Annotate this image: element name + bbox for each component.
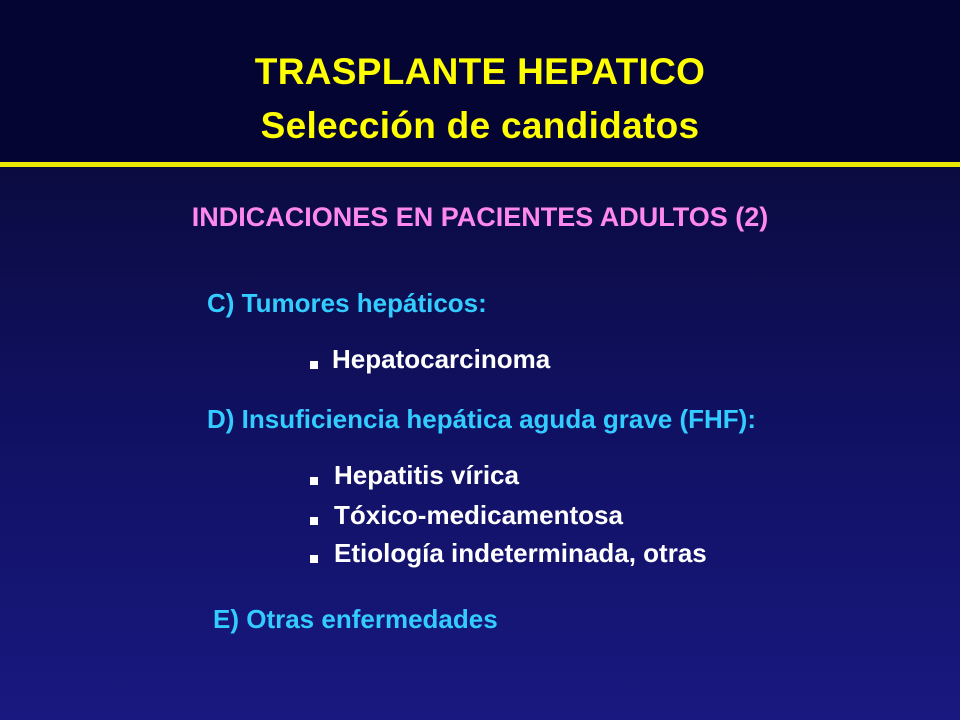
list-item-label: Hepatitis vírica (334, 460, 519, 490)
list-item-hepatocarcinoma (310, 344, 550, 374)
section-heading-tumores: C) Tumores hepáticos: (207, 288, 487, 318)
section-heading-insuficiencia: D) Insuficiencia hepática aguda grave (FHF): (207, 404, 756, 434)
list-item-toxico (310, 500, 623, 530)
slide-subtitle: INDICACIONES EN PACIENTES ADULTOS (2) (191, 202, 769, 232)
slide-title: TRASPLANTE HEPATICO (254, 51, 706, 92)
list-item-etiologia (310, 538, 707, 568)
list-item-label: Hepatocarcinoma (332, 344, 551, 374)
square-bullet-icon (310, 361, 318, 369)
square-bullet-icon (310, 555, 318, 563)
slide-title-second-line: Selección de candidatos (260, 105, 700, 146)
title-divider (0, 162, 960, 167)
square-bullet-icon (310, 517, 318, 525)
square-bullet-icon (310, 477, 318, 485)
title-area (0, 0, 960, 162)
list-item-label: Tóxico-medicamentosa (334, 500, 623, 530)
list-item-label: Etiología indeterminada, otras (334, 538, 707, 568)
section-heading-otras: E) Otras enfermedades (213, 604, 498, 634)
list-item-hepatitis (310, 460, 519, 490)
